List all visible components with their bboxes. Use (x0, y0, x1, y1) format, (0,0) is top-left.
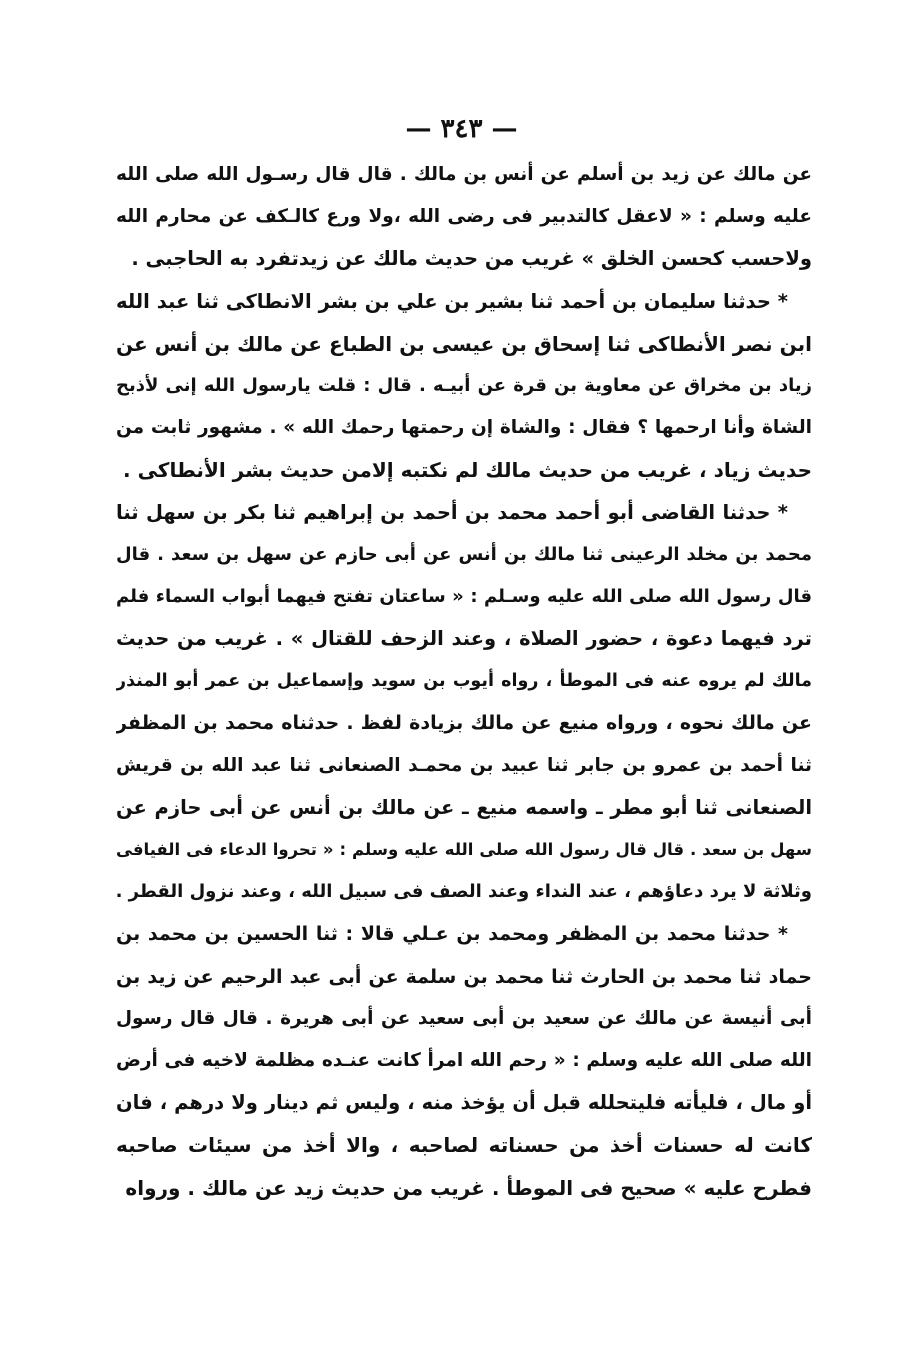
text-line: زياد بن مخراق عن معاوية بن قرة عن أبيـه . قال : قلت يارسول الله إنى لأذبح (116, 374, 812, 396)
body-text (116, 154, 812, 1209)
text-line: ابن نصر الأنطاكى ثنا إسحاق بن عيسى بن الطباع عن مالك بن أنس عن (116, 331, 812, 356)
text-line: كانت له حسنات أخذ من حسناته لصاحبه ، والا أخذ من سيئات صاحبه (116, 1133, 812, 1158)
text-line: أو مال ، فليأته فليتحلله قبل أن يؤخذ منه ، وليس ثم دينار ولا درهم ، فان (116, 1091, 812, 1115)
text-line: * حدثنا محمد بن المظفر ومحمد بن عـلي قالا : ثنا الحسين بن محمد بن (116, 923, 788, 946)
text-line: مالك لم يروه عنه فى الموطأ ، رواه أيوب بن سويد وإسماعيل بن عمر أبو المنذر (116, 671, 812, 692)
text-line: ثنا أحمد بن عمرو بن جابر ثنا عبيد بن محمـد الصنعانى ثنا عبد الله بن قريش (116, 754, 812, 776)
text-line: حديث زياد ، غريب من حديث مالك لم نكتبه إلامن حديث بشر الأنطاكى . (123, 458, 812, 483)
text-line: عليه وسلم : « لاعقل كالتدبير فى رضى الله ،ولا ورع كالـكف عن محارم الله (116, 206, 812, 228)
text-line: وثلاثة لا يرد دعاؤهم ، عند النداء وعند الصف فى سبيل الله ، وعند نزول القطر . (116, 881, 812, 903)
text-line: ترد فيهما دعوة ، حضور الصلاة ، وعند الزحف للقتال » . غريب من حديث (116, 627, 812, 651)
text-line: ولاحسب كحسن الخلق » غريب من حديث مالك عن زيدتفرد به الحاجبى . (131, 247, 812, 271)
text-line: عن مالك نحوه ، ورواه منيع عن مالك بزيادة لفظ . حدثناه محمد بن المظفر (116, 712, 812, 735)
page-number: — ٣٤٣ — (405, 114, 518, 144)
text-line: * حدثنا القاضى أبو أحمد محمد بن أحمد بن إبراهيم ثنا بكر بن سهل ثنا (116, 500, 788, 524)
text-line: قال رسول الله صلى الله عليه وسـلم : « ساعتان تفتح فيهما أبواب السماء فلم (116, 585, 812, 607)
text-line: محمد بن مخلد الرعينى ثنا مالك بن أنس عن أبى حازم عن سهل بن سعد . قال (116, 543, 812, 565)
text-line: أبى أنيسة عن مالك عن سعيد بن أبى سعيد عن أبى هريرة . قال قال رسول (116, 1007, 812, 1029)
text-line: الصنعانى ثنا أبو مطر ـ واسمه منيع ـ عن مالك بن أنس عن أبى حازم عن (116, 795, 812, 819)
text-line: الله صلى الله عليه وسلم : « رحم الله امرأ كانت عنـده مظلمة لاخيه فى أرض (116, 1049, 812, 1071)
text-line: * حدثنا سليمان بن أحمد ثنا بشير بن علي بن بشر الانطاكى ثنا عبد الله (116, 289, 788, 313)
text-line: عن مالك عن زيد بن أسلم عن أنس بن مالك . قال قال رسـول الله صلى الله (116, 164, 812, 185)
text-line: سهل بن سعد . قال قال رسول الله صلى الله عليه وسلم : « تحروا الدعاء فى الفيافى (116, 840, 812, 859)
text-line: الشاة وأنا ارحمها ؟ فقال : والشاة إن رحمتها رحمك الله » . مشهور ثابت من (116, 417, 812, 439)
text-line: حماد ثنا محمد بن الحارث ثنا محمد بن سلمة عن أبى عبد الرحيم عن زيد بن (116, 965, 812, 988)
text-line: فطرح عليه » صحيح فى الموطأ . غريب من حديث زيد عن مالك . ورواه (125, 1175, 812, 1200)
